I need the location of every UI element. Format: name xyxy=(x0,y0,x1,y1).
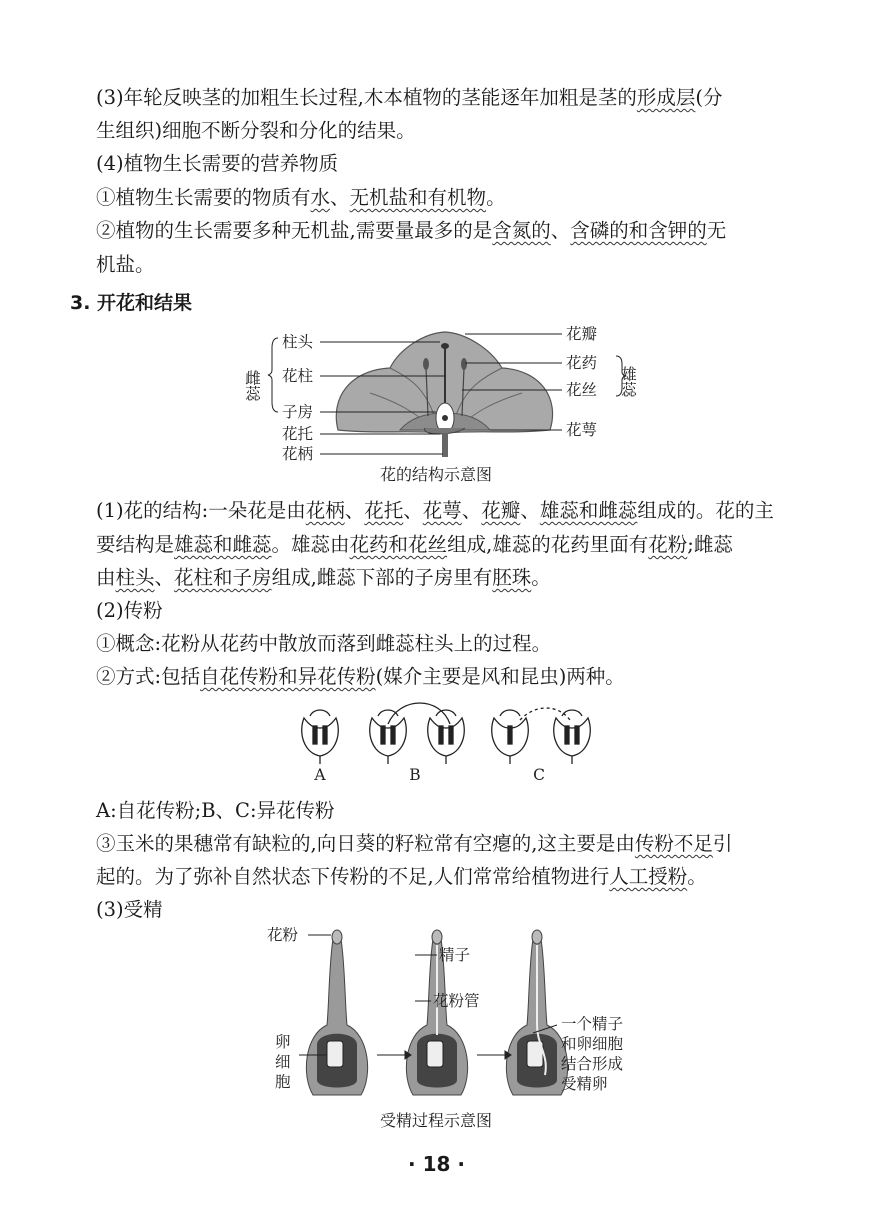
pollination-arc xyxy=(388,703,450,724)
figure-label-b: B xyxy=(409,766,421,784)
legend-text: A:自花传粉;B、C:异花传粉 xyxy=(96,799,335,822)
answer-text: 自花传粉和异花传粉 xyxy=(200,665,376,688)
paragraph-line xyxy=(96,217,726,245)
flower-c2-icon xyxy=(554,710,591,764)
text: (3)年轮反映茎的加粗生长过程,木本植物的茎能逐年加粗是茎的 xyxy=(96,86,637,109)
answer-text: 花粉 xyxy=(648,533,688,556)
answer-text: 人工授粉 xyxy=(609,865,688,888)
answer-text: 雄蕊和雌蕊 xyxy=(539,499,638,522)
paragraph-line xyxy=(96,84,722,112)
pistil-1 xyxy=(306,930,367,1095)
text: (分 xyxy=(695,86,723,109)
answer-text: 传粉不足 xyxy=(634,832,713,855)
diagram-label: 花柱 xyxy=(282,367,314,385)
diagram-label: 花药 xyxy=(566,354,598,372)
text: 引 xyxy=(712,832,733,855)
figure-label-a: A xyxy=(314,766,326,784)
figure-caption: 受精过程示意图 xyxy=(379,1111,492,1130)
label-result-1: 一个精子 xyxy=(561,1015,624,1033)
answer-text: 花瓣 xyxy=(481,499,521,522)
text: 、 xyxy=(550,219,571,242)
paragraph-line: 机盐。 xyxy=(96,253,155,276)
label-sperm: 精子 xyxy=(439,946,471,964)
text: ①植物生长需要的物质有 xyxy=(96,186,311,209)
paragraph-line: 生组织)细胞不断分裂和分化的结果。 xyxy=(96,119,416,142)
text: (媒介主要是风和昆虫)两种。 xyxy=(375,665,625,688)
answer-text: 含氮的 xyxy=(492,219,551,242)
subheading: (2)传粉 xyxy=(96,599,163,622)
answer-text: 含磷的和含钾的 xyxy=(570,219,707,242)
fertilization-diagram xyxy=(265,925,645,1110)
diagram-label: 花柄 xyxy=(282,445,314,463)
label-egg-2: 细 xyxy=(275,1053,291,1071)
text: ②方式:包括 xyxy=(96,665,201,688)
diagram-label: 花瓣 xyxy=(566,325,598,343)
subheading: (3)受精 xyxy=(96,898,163,921)
group-label-pistil: 雌蕊 xyxy=(243,370,261,401)
text: 由 xyxy=(96,566,116,589)
text: 。 xyxy=(486,186,506,209)
text: 。 xyxy=(687,865,707,888)
paragraph-line xyxy=(96,830,732,858)
label-result-3: 结合形成 xyxy=(561,1055,624,1073)
page-number: · 18 · xyxy=(408,1152,465,1176)
text: 组成,雌蕊下部的子房里有 xyxy=(271,566,493,589)
answer-text: 柱头 xyxy=(115,566,155,589)
flower-a-icon xyxy=(302,710,339,764)
diagram-label: 花丝 xyxy=(566,381,598,399)
answer-text: 雄蕊和雌蕊 xyxy=(174,533,272,556)
flower-c1-icon xyxy=(492,710,529,764)
text: 要结构是 xyxy=(96,533,175,556)
paragraph-line xyxy=(96,663,625,691)
text: 。 xyxy=(531,566,551,589)
text: 、 xyxy=(520,499,540,522)
text: 起的。为了弥补自然状态下传粉的不足,人们常常给植物进行 xyxy=(96,865,610,888)
paragraph-line xyxy=(96,531,733,559)
text: ;雌蕊 xyxy=(687,533,733,556)
text: 。雄蕊由 xyxy=(271,533,350,556)
group-label-stamen: 雄蕊 xyxy=(619,366,637,397)
subheading: (4)植物生长需要的营养物质 xyxy=(96,152,339,175)
section-heading: 3. 开花和结果 xyxy=(70,292,193,314)
figure-caption: 花的结构示意图 xyxy=(379,465,492,484)
answer-text: 形成层 xyxy=(636,86,696,109)
pollination-diagram xyxy=(290,698,610,786)
answer-text: 花托 xyxy=(364,499,404,522)
pistil-3 xyxy=(506,930,567,1095)
answer-text: 花柄 xyxy=(305,499,345,522)
answer-text: 无机盐和有机物 xyxy=(349,186,487,209)
flower-illustration xyxy=(336,332,552,457)
answer-text: 花药和花丝 xyxy=(349,533,448,556)
label-result-2: 和卵细胞 xyxy=(561,1035,624,1053)
diagram-label: 花托 xyxy=(282,425,314,443)
paragraph-line xyxy=(96,863,707,891)
label-egg-3: 胞 xyxy=(275,1073,291,1091)
text: ②植物的生长需要多种无机盐,需要量最多的是 xyxy=(96,219,493,242)
text: 、 xyxy=(461,499,482,522)
text: 、 xyxy=(154,566,175,589)
answer-text: 水 xyxy=(310,186,331,209)
paragraph-line xyxy=(96,564,551,592)
label-pollen-tube: 花粉管 xyxy=(433,992,480,1010)
flower-b2-icon xyxy=(428,710,465,764)
paragraph-line: ①概念:花粉从花药中散放而落到雌蕊柱头上的过程。 xyxy=(96,632,552,655)
diagram-label: 子房 xyxy=(282,403,314,421)
label-pollen: 花粉 xyxy=(267,926,299,944)
text: 组成的。花的主 xyxy=(637,499,774,522)
text: (1)花的结构:一朵花是由 xyxy=(96,499,306,522)
paragraph-line xyxy=(96,184,506,212)
flower-b1-icon xyxy=(370,710,407,764)
figure-label-c: C xyxy=(533,766,545,784)
answer-text: 花萼 xyxy=(422,499,462,522)
diagram-label: 花萼 xyxy=(566,421,598,439)
text: 无 xyxy=(706,219,727,242)
text: 、 xyxy=(330,186,350,209)
text: 、 xyxy=(403,499,423,522)
label-egg-1: 卵 xyxy=(275,1033,291,1051)
answer-text: 胚珠 xyxy=(492,566,532,589)
text: 、 xyxy=(344,499,365,522)
flower-structure-diagram xyxy=(243,318,650,463)
text: 组成,雄蕊的花药里面有 xyxy=(447,533,649,556)
diagram-label: 柱头 xyxy=(282,333,314,351)
paragraph-line xyxy=(96,497,774,525)
label-result-4: 受精卵 xyxy=(561,1075,608,1093)
text: ③玉米的果穗常有缺粒的,向日葵的籽粒常有空瘪的,这主要是由 xyxy=(96,832,635,855)
answer-text: 花柱和子房 xyxy=(174,566,272,589)
